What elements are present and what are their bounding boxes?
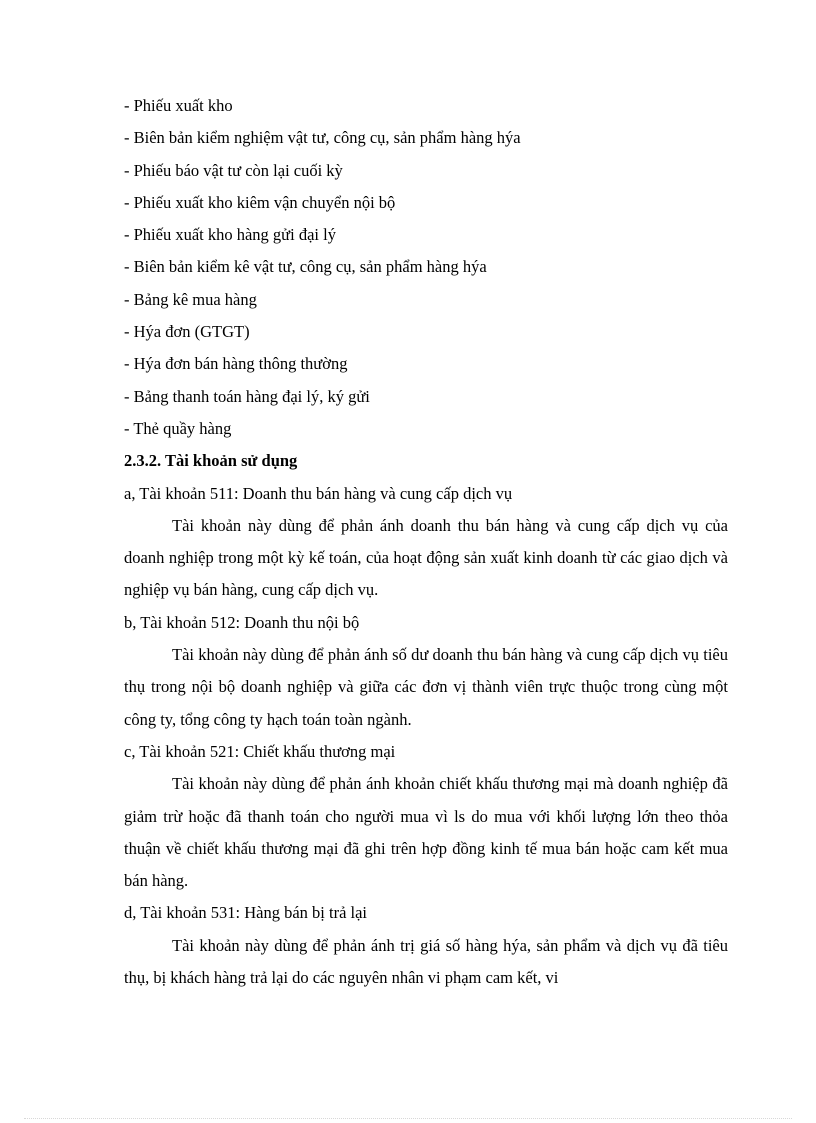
list-item: - Bảng kê mua hàng bbox=[124, 289, 257, 309]
document-page bbox=[124, 90, 728, 994]
account-body-521 bbox=[124, 768, 728, 897]
account-body-531 bbox=[124, 930, 728, 995]
account-body-text: Tài khoản này dùng để phản ánh doanh thu bán hàng và cung cấp dịch vụ của doanh nghiệp trong một kỳ kế toán, của hoạt động sản xuất kinh doanh từ các giao dịch và nghiệp vụ bán hàng, cung cấp dịch vụ. bbox=[124, 515, 728, 600]
list-item: - Phiếu xuất kho bbox=[124, 96, 233, 115]
list-item: - Biên bản kiểm nghiệm vật tư, công cụ, sản phẩm hàng hýa bbox=[124, 128, 521, 148]
account-body-512 bbox=[124, 639, 728, 736]
account-body-text: Tài khoản này dùng để phản ánh khoản chiết khấu thương mại mà doanh nghiệp đã giảm trừ hoặc đã thanh toán cho người mua vì ls do mua với khối lượng lớn theo thỏa thuận về chiết khấu thương mại đã ghi trên hợp đồng kinh tế mua bán hoặc cam kết mua bán hàng. bbox=[124, 774, 728, 891]
list-item: - Phiếu xuất kho kiêm vận chuyển nội bộ bbox=[124, 192, 396, 212]
list-item: - Hýa đơn bán hàng thông thường bbox=[124, 354, 348, 374]
account-title-521: c, Tài khoản 521: Chiết khấu thương mại bbox=[124, 741, 396, 761]
list-item: - Phiếu xuất kho hàng gửi đại lý bbox=[124, 225, 336, 245]
account-title-531: d, Tài khoản 531: Hàng bán bị trả lại bbox=[124, 903, 368, 923]
document-list bbox=[124, 90, 728, 445]
account-body-text: Tài khoản này dùng để phản ánh số dư doanh thu bán hàng và cung cấp dịch vụ tiêu thụ trong nội bộ doanh nghiệp và giữa các đơn vị thành viên trực thuộc trong cùng một công ty, tổng công ty hạch toán toàn ngành. bbox=[124, 645, 728, 729]
list-item: - Hýa đơn (GTGT) bbox=[124, 322, 250, 342]
account-title-511: a, Tài khoản 511: Doanh thu bán hàng và cung cấp dịch vụ bbox=[124, 483, 513, 503]
page-footer-divider bbox=[24, 1118, 792, 1119]
account-body-text: Tài khoản này dùng để phản ánh trị giá số hàng hýa, sản phẩm và dịch vụ đã tiêu thụ, bị khách hàng trả lại do các nguyên nhân vi phạm cam kết, vi bbox=[124, 935, 728, 988]
list-item: - Biên bản kiểm kê vật tư, công cụ, sản phẩm hàng hýa bbox=[124, 257, 487, 277]
list-item: - Bảng thanh toán hàng đại lý, ký gửi bbox=[124, 386, 370, 406]
account-body-511 bbox=[124, 510, 728, 607]
list-item: - Thẻ quầy hàng bbox=[124, 418, 232, 438]
account-title-512: b, Tài khoản 512: Doanh thu nội bộ bbox=[124, 612, 360, 632]
list-item: - Phiếu báo vật tư còn lại cuối kỳ bbox=[124, 160, 343, 180]
section-heading: 2.3.2. Tài khoản sử dụng bbox=[124, 451, 298, 471]
